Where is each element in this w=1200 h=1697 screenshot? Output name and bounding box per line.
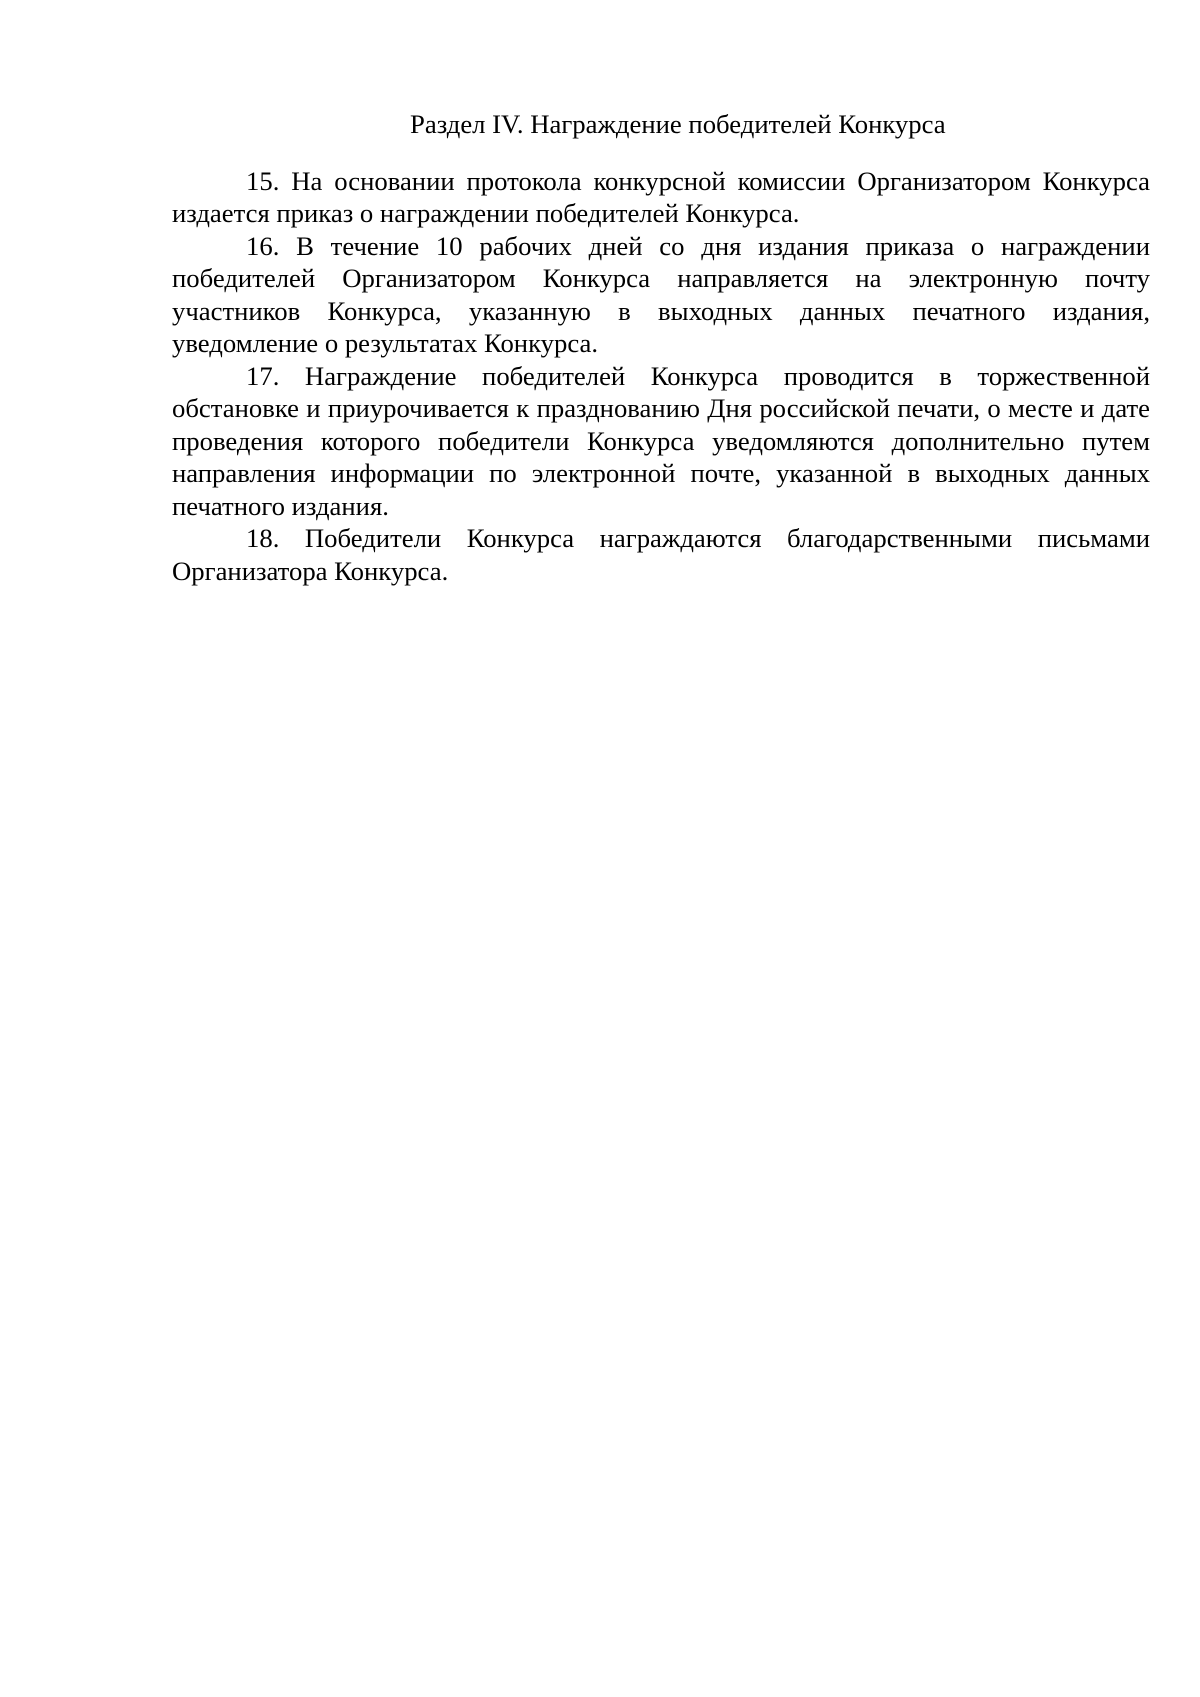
paragraph-15: 15. На основании протокола конкурсной комиссии Организатором Конкурса издается приказ о награждении победителей Конкурса. [172,165,1150,228]
paragraph-17: 17. Награждение победителей Конкурса проводится в торжественной обстановке и приурочивается к празднованию Дня российской печати, о месте и дате проведения которого победители Конкурса уведомляются дополнительно путем направления информации по электронной почте, указанной в выходных данных печатного издания. [172,360,1150,521]
section-heading: Раздел IV. Награждение победителей Конкурса [410,109,946,139]
paragraph-16: 16. В течение 10 рабочих дней со дня издания приказа о награждении победителей Организатором Конкурса направляется на электронную почту участников Конкурса, указанную в выходных данных печатного издания, уведомление о результатах Конкурса. [172,230,1150,358]
document-body [172,108,1150,587]
paragraph-18: 18. Победители Конкурса награждаются благодарственными письмами Организатора Конкурса. [172,523,1150,586]
